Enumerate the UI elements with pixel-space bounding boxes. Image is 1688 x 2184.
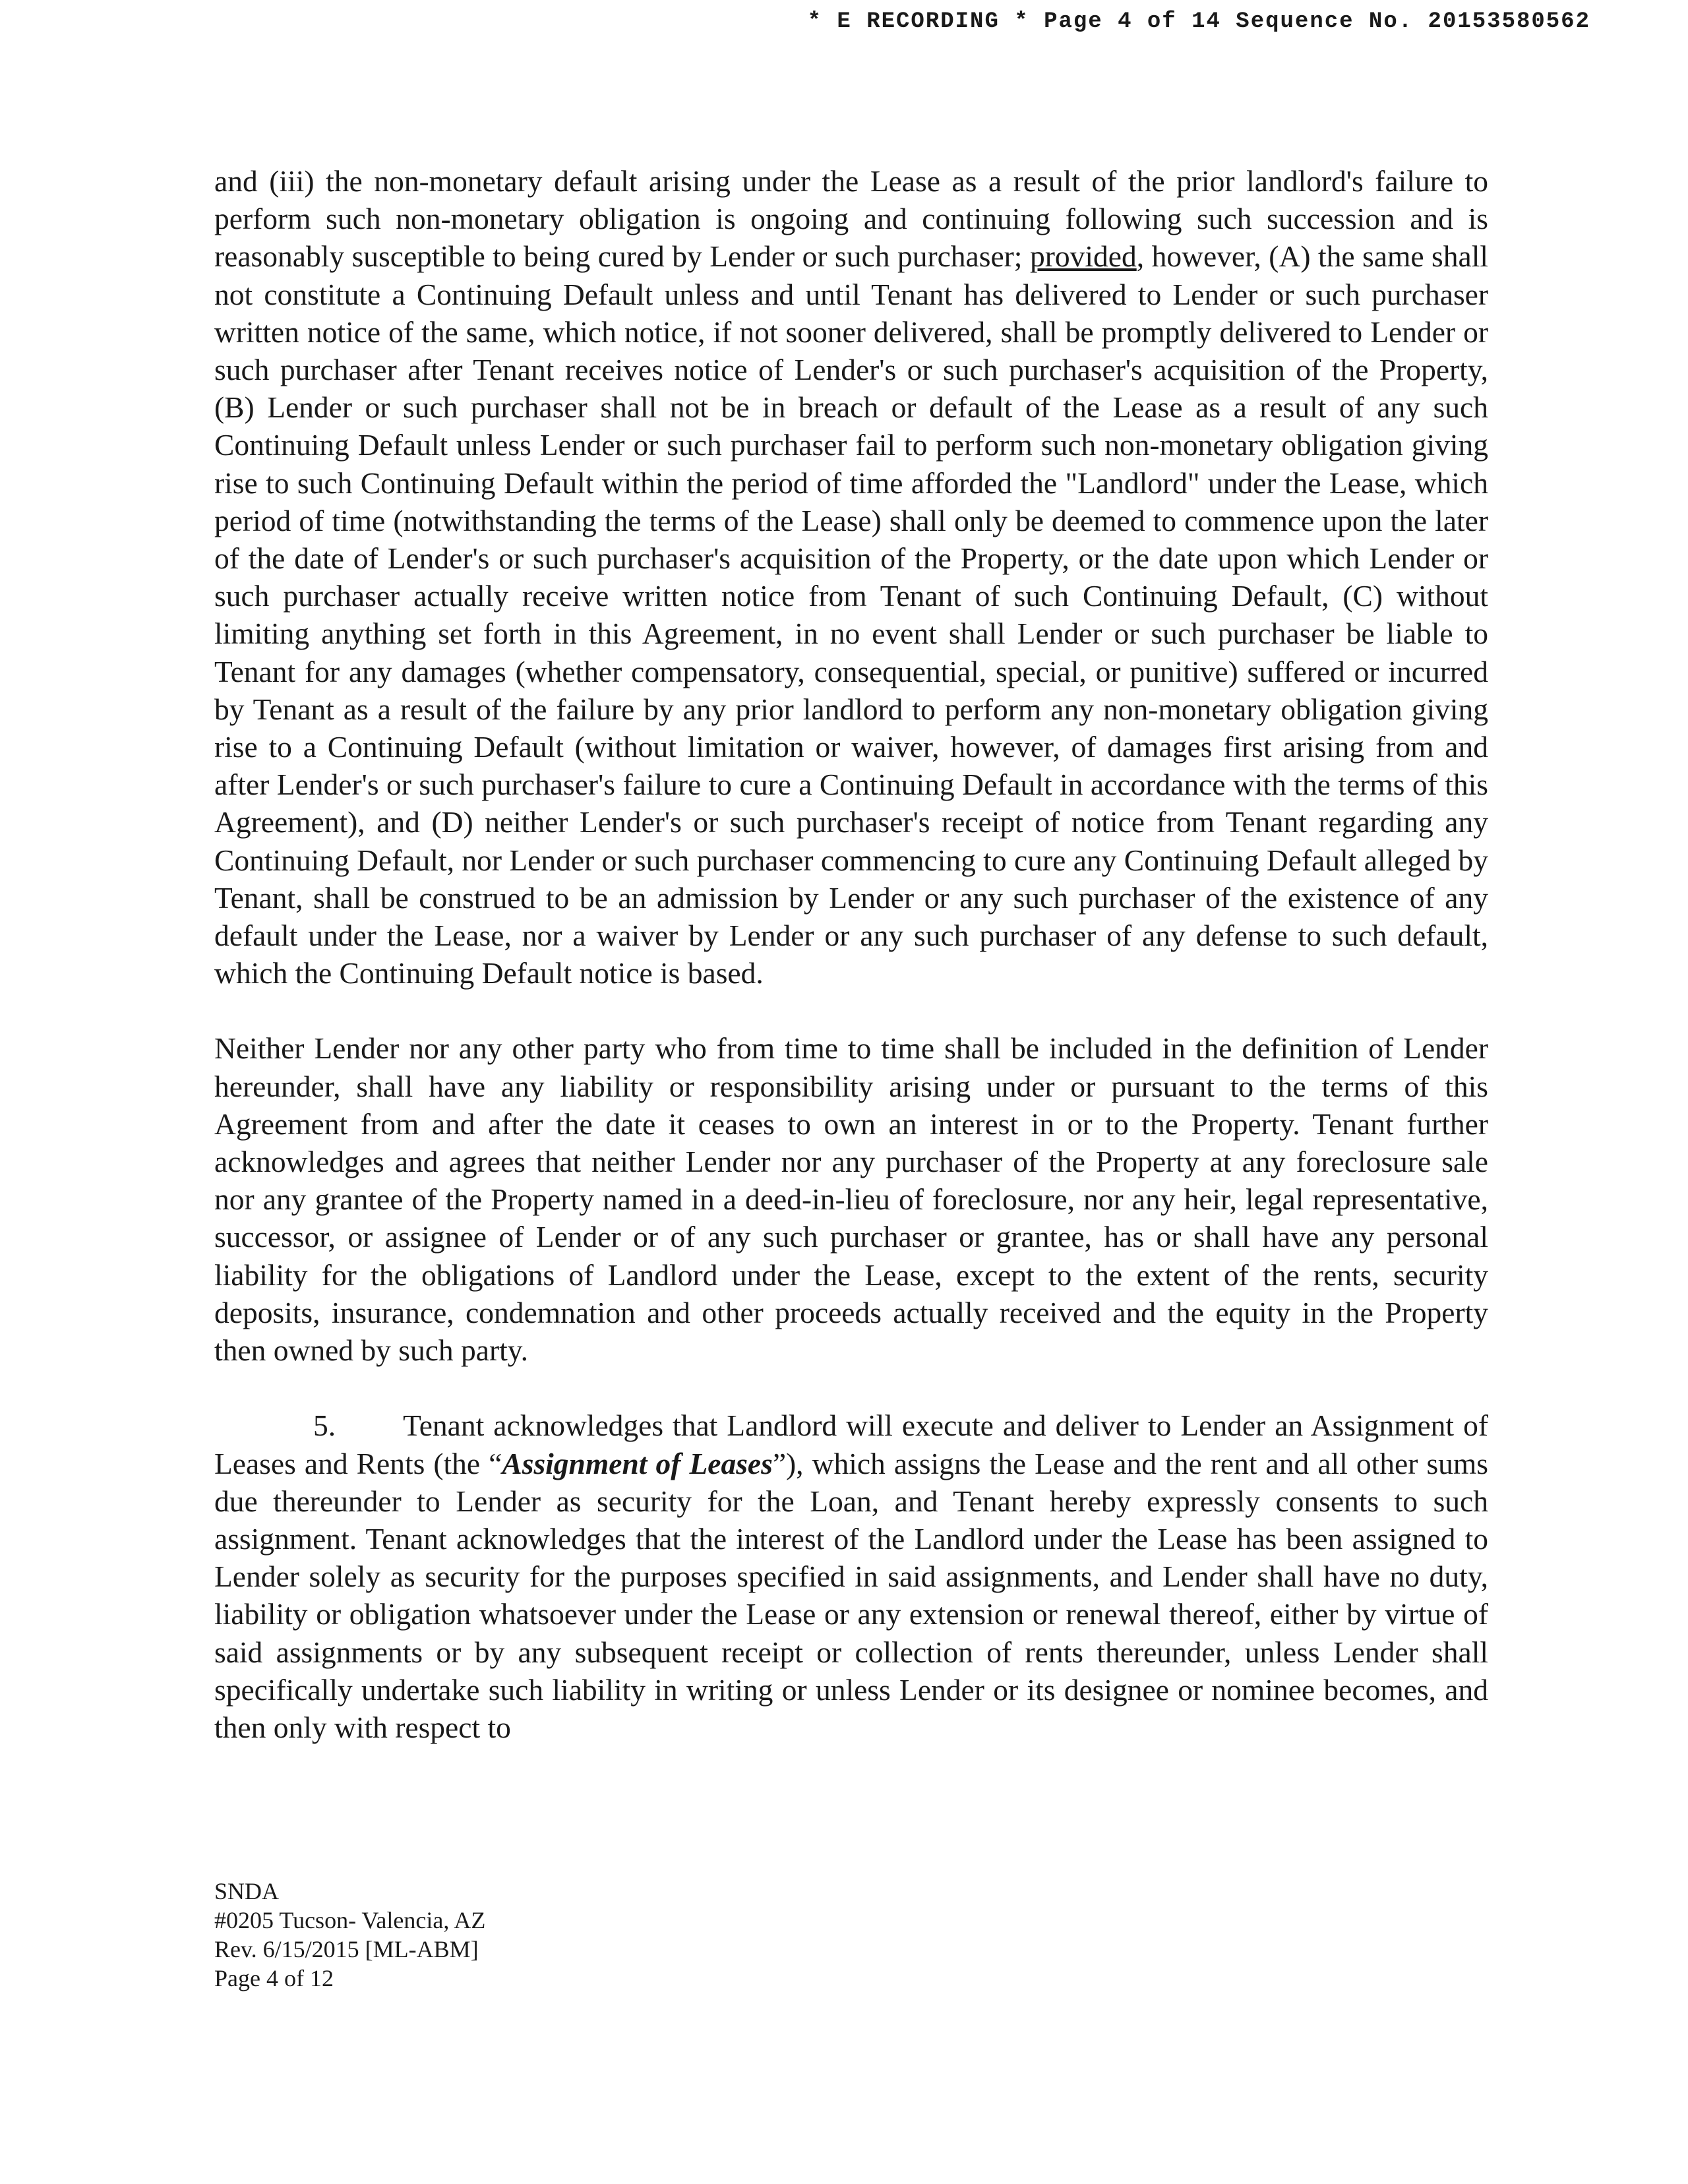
paragraph-lender-liability: Neither Lender nor any other party who from time to time shall be included in the definition of Lender hereunder, shall have any liability or responsibility arising under or pursuant to the terms of this Agreement from and after the date it ceases to own an interest in or to the Property. Tenant further acknowledges and agrees that neither Lender nor any purchaser of the Property at any foreclosure sale nor any grantee of the Property named in a deed-in-lieu of foreclosure, nor any heir, legal representative, successor, or assignee of Lender or of any such purchaser or grantee, has or shall have any personal liability for the obligations of Landlord under the Lease, except to the extent of the rents, security deposits, insurance, condemnation and other proceeds actually received and the equity in the Property then owned by such party. [214,1031,1488,1368]
document-body [214,162,1488,1746]
footer-page-number: Page 4 of 12 [214,1965,334,1991]
defined-term-assignment-of-leases: Assignment of Leases [502,1446,773,1480]
section-number: 5. [313,1409,336,1443]
paragraph-continuing-default [214,162,1488,992]
paragraph-text: Tenant acknowledges that Landlord will execute and deliver to Lender an Assignment of Leases and Rents (the “ [214,1409,1488,1480]
footer-revision: Rev. 6/15/2015 [ML-ABM] [214,1936,479,1962]
document-footer [214,1877,485,1993]
recording-header: * E RECORDING * Page 4 of 14 Sequence No. 20153580562 [807,9,1590,34]
footer-location: #0205 Tucson- Valencia, AZ [214,1907,486,1933]
footer-doc-type: SNDA [214,1878,280,1904]
paragraph-text: and (iii) the non-monetary default arising under the Lease as a result of the prior landlord's failure to perform such non-monetary obligation is ongoing and continuing following such succession and is reasonably susceptible to being cured by Lender or such purchaser; [214,164,1488,274]
paragraph-section-5 [214,1407,1488,1746]
paragraph-text: ”), which assigns the Lease and the rent and all other sums due thereunder to Lender as security for the Loan, and Tenant hereby expressly consents to such assignment. Tenant acknowledges that the interest of the Landlord under the Lease has been assigned to Lender solely as security for the purposes specified in said assignments, and Lender shall have no duty, liability or obligation whatsoever under the Lease or any extension or renewal thereof, either by virtue of said assignments or by any subsequent receipt or collection of rents thereunder, unless Lender shall specifically undertake such liability in writing or unless Lender or its designee or nominee becomes, and then only with respect to [214,1446,1489,1744]
provided-term: provided [1029,239,1137,274]
paragraph-text: , however, (A) the same shall not constitute a Continuing Default unless and until Tenant has delivered to Lender or such purchaser written notice of the same, which notice, if not sooner delivered, shall be promptly delivered to Lender or such purchaser after Tenant receives notice of Lender's or such purchaser's acquisition of the Property, (B) Lender or such purchaser shall not be in breach or default of the Lease as a result of any such Continuing Default unless Lender or such purchaser fail to perform such non-monetary obligation giving rise to such Continuing Default within the period of time afforded the "Landlord" under the Lease, which period of time (notwithstanding the terms of the Lease) shall only be deemed to commence upon the later of the date of Lender's or such purchaser's acquisition of the Property, or the date upon which Lender or such purchaser actually receive written notice from Tenant of such Continuing Default, (C) without limiting anything set forth in this Agreement, in no event shall Lender or such purchaser be liable to Tenant for any damages (whether compensatory, consequential, special, or punitive) suffered or incurred by Tenant as a result of the failure by any prior landlord to perform any non-monetary obligation giving rise to a Continuing Default (without limitation or waiver, however, of damages first arising from and after Lender's or such purchaser's failure to cure a Continuing Default in accordance with the terms of this Agreement), and (D) neither Lender's or such purchaser's receipt of notice from Tenant regarding any Continuing Default, nor Lender or such purchaser commencing to cure any Continuing Default alleged by Tenant, shall be construed to be an admission by Lender or any such purchaser of the existence of any default under the Lease, nor a waiver by Lender or any such purchaser of any defense to such default, which the Continuing Default notice is based. [214,239,1488,990]
